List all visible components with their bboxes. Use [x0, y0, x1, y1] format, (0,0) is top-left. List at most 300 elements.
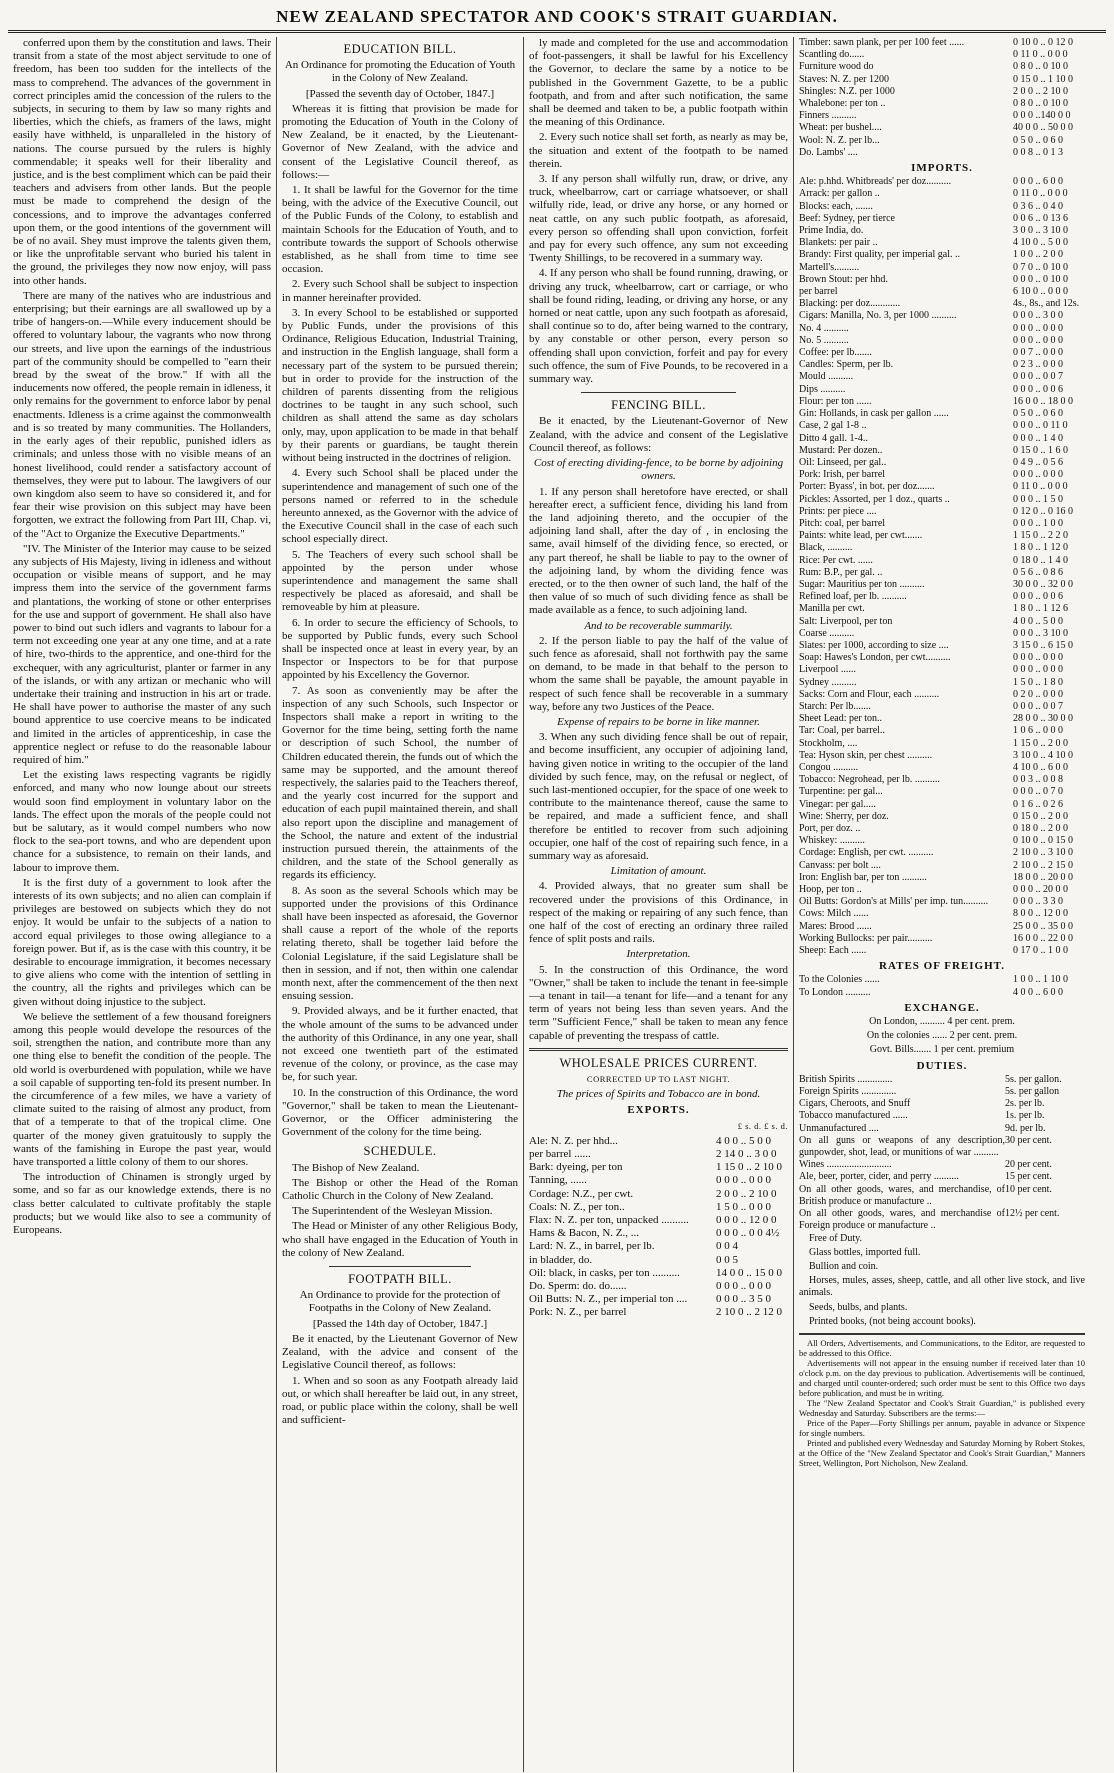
item-name: Congou .......... [799, 761, 859, 773]
article-paragraph: It is the first duty of a government to look after the interests of its own subjects; and no alien can complain if privileges are bestowed on subjects which they do not enjoy. It would be unfair to the subjects of a nation to accord equal privileges to those owing allegiance to a foreign power. But if, as is the case with this country, it be desirable to encourage immigration, it becomes necessary to give aliens who come with the intention of settling in the country, all the rights and privileges which can be given without doing injustice to the subject. [13, 876, 271, 1008]
item-name: Sydney .......... [799, 676, 857, 688]
item-price: 3 0 0 .. 3 10 0 [1013, 225, 1068, 237]
item-name: Sheep: Each ...... [799, 945, 867, 957]
item-price: 0 0 0 .. 0 0 6 [1013, 591, 1063, 603]
item-name: Whiskey: .......... [799, 835, 865, 847]
price-row [799, 494, 1085, 506]
item-name: Tanning, ...... [529, 1174, 587, 1187]
item-price: 0 1 6 .. 0 2 6 [1013, 798, 1063, 810]
price-row [799, 872, 1085, 884]
price-row [799, 567, 1085, 579]
item-price: 0 4 9 .. 0 5 6 [1013, 456, 1063, 468]
item-name: Mustard: Per dozen.. [799, 444, 883, 456]
item-name: No. 5 .......... [799, 334, 849, 346]
price-row [529, 1188, 788, 1201]
item-name: Turpentine: per gal... [799, 786, 883, 798]
item-price: 0 8 0 .. 0 10 0 [1013, 61, 1068, 73]
free-item: Bullion and coin. [809, 1260, 879, 1272]
price-row [799, 811, 1085, 823]
item-name: To the Colonies ...... [799, 974, 880, 986]
price-row [799, 908, 1085, 920]
footpath-body-part2 [529, 37, 788, 386]
footnote-paragraph: Printed and published every Wednesday and Saturday Morning by Robert Stokes, at the Office of the "New Zealand Spectator and Cook's Strait Guardian," Manners Street, Wellington, Port Nicholson, New Zealand. [799, 1437, 1085, 1468]
price-row [799, 396, 1085, 408]
price-row [799, 774, 1085, 786]
item-name: Coffee: per lb....... [799, 347, 872, 359]
item-price: 14 0 0 .. 15 0 0 [716, 1266, 782, 1279]
item-name: Cows: Milch ...... [799, 908, 869, 920]
imports-title: IMPORTS. [911, 162, 973, 175]
duty-row [799, 1208, 1085, 1232]
duty-row [799, 1135, 1085, 1159]
item-price: 0 0 0 .. 0 0 4½ [716, 1227, 780, 1240]
column-3 [523, 37, 793, 1772]
footpath-paragraph: 4. If any person who shall be found running, drawing, or driving any truck, wheelbarrow, cart or carriage, or who shall be found riding, leading, or driving any horse, or any horned or neat cattle, upon any such footpath as aforesaid, shall continue so to do, after being warned to the contrary, by any constable or other person, every person so offending shall upon conviction, forfeit and pay for every such offence, the sum of Five Pounds, to be recovered in a summary way. [529, 267, 788, 386]
item-name: Bark: dyeing, per ton [529, 1161, 623, 1174]
freight-row [799, 987, 1085, 999]
item-name: Lard: N. Z., in barrel, per lb. [529, 1240, 655, 1253]
prices-note: The prices of Spirits and Tobacco are in bond. [556, 1088, 761, 1101]
footpath-body-part1 [282, 1333, 518, 1427]
item-name: Manilla per cwt. [799, 603, 865, 615]
item-name: Foreign Spirits .............. [799, 1086, 897, 1098]
price-row [799, 323, 1085, 335]
price-row [799, 298, 1085, 310]
prices-corrected: CORRECTED UP TO LAST NIGHT. [586, 1074, 731, 1085]
item-name: Wine: Sherry, per doz. [799, 810, 889, 822]
article-paragraph: conferred upon them by the constitution and laws. Their transit from a state of the most abject servitude to one of freedom, has been too sudden for the intellects of the mass to comprehend. The advances of the government in correct principles amid the concession of the rulers to the subjects, in securing to them by law so many rights and liberties, which the chiefs, as framers of the laws, might easily have withheld, is unparalleled in the history of nations. The course pursued by the rulers is highly commendable; it speaks well for their liberality and justice, and is the best compliment which can be paid their teachers and advisers from other lands. But the people must be made to comprehend the design of the concessions, and to improve the advantages conferred upon them, or the good intentions of the government will be of no avail. Shey must improve the talents given them, or like the unprofitable servant who buried his talent in the ground, the privileges they now now enjoy, will pass into other hands. [13, 37, 271, 287]
free-of-duty-list [799, 1233, 1085, 1328]
item-price: 2 10 0 .. 2 12 0 [716, 1306, 782, 1319]
price-row [799, 457, 1085, 469]
item-price: 2 0 0 .. 2 10 0 [716, 1187, 777, 1200]
education-paragraph: 1. It shall be lawful for the Governor for the time being, with the advice of the Executive Council, out of the Public Funds of the Colony, to establish and maintain Schools for the Education of Youth, and to contribute towards the support of Schools otherwise established, as he shall from time to time see occasion. [282, 184, 518, 276]
price-row [799, 786, 1085, 798]
item-price: 0 2 0 .. 0 0 0 [1013, 688, 1063, 700]
price-row [799, 86, 1085, 98]
education-paragraph: 9. Provided always, and be it further enacted, that the whole amount of the sums to be advanced under the authority of this Ordinance, in any one year, shall not exceed one twentieth part of the estimated revenue of the colony, or province, as the case may be, for such year. [282, 1005, 518, 1084]
item-price: 0 2 3 .. 0 0 0 [1013, 359, 1063, 371]
item-name: Refined loaf, per lb. .......... [799, 591, 907, 603]
item-name: On all other goods, wares, and merchandise, of British produce or manufacture .. [799, 1183, 1005, 1207]
item-price: 0 0 0 .. 20 0 0 [1013, 884, 1068, 896]
item-name: Porter: Byass', in bot. per doz....... [799, 481, 935, 493]
item-price: 25 0 0 .. 35 0 0 [1013, 920, 1073, 932]
item-name: Flax: N. Z. per ton, unpacked .......... [529, 1214, 689, 1227]
item-name: Unmanufactured .... [799, 1122, 879, 1134]
item-name: Pork: Irish, per barrel [799, 469, 886, 481]
footnote-paragraph: Price of the Paper—Forty Shillings per annum, payable in advance or Sixpence for single numbers. [799, 1417, 1085, 1438]
education-paragraph: 3. In every School to be established or supported by Public Funds, under the provisions of this Ordinance, Religious Education, Industrial Training, and instruction in the English language, shall form a necessary part of the system to be pursued therein; but in order to provide for the instruction of the children of parents dissenting from the religious doctrines to be taught in any such school, such children as shall attend the same as day scholars only, may, upon application to be made in that behalf by their parents or guardians, be taught therein without being instructed in the doctrines of religion. [282, 306, 518, 465]
item-price: 0 11 0 .. 0 0 0 [1013, 49, 1068, 61]
item-name: per barrel ...... [529, 1148, 591, 1161]
footnote-paragraph: All Orders, Advertisements, and Communications, to the Editor, are requested to be addressed to this Office. [799, 1337, 1085, 1358]
columns [8, 37, 1106, 1772]
price-row [799, 603, 1085, 615]
prices-header: £ s. d. £ s. d. [737, 1120, 788, 1131]
fencing-para-5: 5. In the construction of this Ordinance, the word "Owner," shall be taken to include the tenant in fee-simple—a tenant in tail—a tenant for life—and a tenant for any term of years not being less than seven years. And the term "Sufficient Fence," shall be taken to mean any fence capable of preventing the trespass of cattle. [529, 963, 788, 1042]
item-name: Stockholm, .... [799, 737, 858, 749]
item-name: Tar: Coal, per barrel.. [799, 725, 885, 737]
item-name: Oil: Linseed, per gal.. [799, 456, 887, 468]
education-subtitle: An Ordinance for promoting the Education of Youth in the Colony of New Zealand. [284, 59, 516, 85]
item-name: Coarse .......... [799, 627, 855, 639]
item-name: Blankets: per pair .. [799, 237, 878, 249]
price-row [799, 860, 1085, 872]
item-price: 0 0 0 .. 12 0 0 [716, 1214, 777, 1227]
price-row [799, 579, 1085, 591]
item-name: Tobacco manufactured ...... [799, 1110, 908, 1122]
exchange-row: Govt. Bills....... 1 per cent. premium [869, 1044, 1015, 1056]
duty-row [799, 1184, 1085, 1208]
item-price: 0 3 6 .. 0 4 0 [1013, 200, 1063, 212]
divider [581, 392, 736, 393]
item-name: Tobacco: Negrohead, per lb. .......... [799, 774, 940, 786]
item-name: Working Bullocks: per pair.......... [799, 932, 933, 944]
item-price: 0 0 0 .. 0 0 0 [716, 1174, 771, 1187]
footpath-title: FOOTPATH BILL. [348, 1272, 452, 1287]
price-row [799, 738, 1085, 750]
fencing-sub-1: Cost of erecting dividing-fence, to be borne by adjoining owners. [533, 457, 784, 483]
item-name: Wool: N. Z. per lb... [799, 134, 880, 146]
item-name: Gin: Hollands, in cask per gallon ...... [799, 408, 949, 420]
price-row [799, 335, 1085, 347]
price-row [799, 188, 1085, 200]
price-row [529, 1214, 788, 1227]
item-price: 0 0 0 .. 0 0 7 [1013, 371, 1063, 383]
price-row [799, 835, 1085, 847]
item-price: 0 0 0 .. 3 0 0 [1013, 310, 1063, 322]
divider [529, 1048, 788, 1051]
price-row [799, 896, 1085, 908]
item-price: 0 15 0 .. 1 10 0 [1013, 73, 1073, 85]
exchange-title: EXCHANGE. [904, 1001, 980, 1014]
price-row [529, 1135, 788, 1148]
education-paragraph: 6. In order to secure the efficiency of Schools, to be supported by Public funds, every such School shall be inspected once at least in every year, by an Inspector or Inspectors to be for that purpose appointed by his Excellency the Governor. [282, 616, 518, 682]
fencing-intro [529, 415, 788, 455]
item-price: 5s. per gallon [1005, 1086, 1060, 1098]
fencing-para-2: 2. If the person liable to pay the half of the value of such fence as aforesaid, shall not forthwith pay the same on demand, to be made in that behalf to the person to whom the same shall be payable, the amount payable in respect of such fence shall be recoverable in a summary way, before any two Justices of the Peace. [529, 634, 788, 713]
price-row [799, 884, 1085, 896]
item-name: Mould .......... [799, 371, 854, 383]
item-price: 3 15 0 .. 6 15 0 [1013, 639, 1073, 651]
footnote-paragraph: Advertisements will not appear in the ensuing number if received later than 10 o'clock p.m. on the day previous to publication. Advertisements will be continued, and charged until counter-ordered; such order must be sent to this Office two days before publication, and must be in writing. [799, 1357, 1085, 1398]
price-row [799, 237, 1085, 249]
price-row [799, 147, 1085, 159]
duty-row [799, 1159, 1085, 1171]
fencing-para-1: 1. If any person shall heretofore have erected, or shall hereafter erect, a sufficient fence, dividing his land from the land adjoining thereto, and the occupier of the adjoining land shall, after the day of , in enclosing the same, avail himself of the dividing fence, so erected, or any part thereof, he shall be liable to pay to the owner of the adjoining land, by whom the dividing fence was erected, or to the then owner of such land, the half of the then value of so much of such dividing fence as shall be made available as a fence, to such adjoining land. [529, 485, 788, 617]
item-price: 4 0 0 .. 6 0 0 [1013, 986, 1063, 998]
item-name: Liverpool ...... [799, 664, 856, 676]
price-row [799, 98, 1085, 110]
item-name: Oil: black, in casks, per ton .......... [529, 1266, 680, 1279]
education-passed: [Passed the seventh day of October, 1847.] [305, 87, 495, 100]
item-name: Flour: per ton ...... [799, 395, 872, 407]
item-name: Blacking: per doz............ [799, 298, 901, 310]
item-name: Ale: p.hhd. Whitbreads' per doz.......... [799, 176, 952, 188]
item-name: Tea: Hyson skin, per chest .......... [799, 749, 933, 761]
item-name: Arrack: per gallon .. [799, 188, 880, 200]
price-row [799, 347, 1085, 359]
education-paragraph: 7. As soon as conveniently may be after the inspection of any such Schools, such Inspector or Inspectors shall make a report in writing to the Governor for the time being, setting forth the name or description of such School, the number of Children educated therein, the funds out of which the same may be supported, and the amount thereof respectively, the salaries paid to the Teachers thereof, and the yearly cost incurred for the support and education of each pupil maintained therein, and shall also report upon the discipline and management of the School, the nature and extent of the industrial instruction pursued therein, the attainments of the children, and the state of the School generally as regards its efficiency. [282, 684, 518, 882]
item-name: Brown Stout: per hhd. [799, 273, 888, 285]
item-price: 1s. per lb. [1005, 1110, 1045, 1122]
duty-row [799, 1098, 1085, 1110]
price-row [799, 725, 1085, 737]
item-name: Rum: B.P., per gal. .. [799, 566, 883, 578]
education-paragraph: Whereas it is fitting that provision be made for promoting the Education of Youth in the Colony of New Zealand, be it enacted, by the Lieutenant-Governor of New Zealand, with the advice and consent of the Legislative Council thereof, as follows:— [282, 102, 518, 181]
price-row [799, 176, 1085, 188]
item-price: 12½ per cent. [1005, 1208, 1060, 1220]
price-row [529, 1148, 788, 1161]
divider [329, 1266, 471, 1267]
item-price: 0 0 0 .. 0 0 0 [716, 1280, 771, 1293]
item-price: 0 10 0 .. 0 15 0 [1013, 835, 1073, 847]
item-name: Black, .......... [799, 542, 853, 554]
price-row [799, 823, 1085, 835]
item-name: Finners .......... [799, 110, 857, 122]
free-item: Glass bottles, imported full. [809, 1246, 921, 1258]
price-row [799, 433, 1085, 445]
footpath-paragraph: ly made and completed for the use and accommodation of foot-passengers, it shall be lawful for his Excellency the Governor, to declare the same by a notice to be published in the Government Gazette, to be a public footpath, and from and after such notification, the same shall be deemed and taken to be, a public footpath within the meaning of this Ordinance. [529, 37, 788, 129]
item-price: 4s., 8s., and 12s. [1013, 298, 1080, 310]
footpath-paragraph: Be it enacted, by the Lieutenant Governor of New Zealand, with the advice and consent of the Legislative Council thereof, as follows: [282, 1332, 518, 1372]
price-row [799, 74, 1085, 86]
duties-table [799, 1074, 1085, 1233]
price-row [529, 1280, 788, 1293]
item-price: 0 0 0 .. 6 0 0 [1013, 176, 1063, 188]
fencing-sub-3: Expense of repairs to be borne in like manner. [557, 715, 760, 728]
item-price: 0 10 0 .. 0 12 0 [1013, 37, 1073, 48]
item-price: 0 0 0 .. 3 3 0 [1013, 896, 1063, 908]
item-price: 0 0 0 .. 0 7 0 [1013, 786, 1063, 798]
item-name: Dips .......... [799, 383, 846, 395]
exports-title: EXPORTS. [627, 1104, 690, 1117]
item-price: 0 7 0 .. 0 10 0 [1013, 261, 1068, 273]
freight-row [799, 974, 1085, 986]
item-price: 0 0 0 .. 0 0 0 [1013, 664, 1063, 676]
masthead: NEW ZEALAND SPECTATOR AND COOK'S STRAIT GUARDIAN. [276, 7, 838, 26]
item-price: 0 0 0 .. 0 0 0 [1013, 322, 1063, 334]
price-row [529, 1254, 788, 1267]
price-row [799, 384, 1085, 396]
item-price: 0 8 0 .. 0 10 0 [1013, 98, 1068, 110]
item-name: Furniture wood do [799, 61, 874, 73]
item-price: 0 0 0 ..140 0 0 [1013, 110, 1071, 122]
exports-table-cont [799, 37, 1085, 159]
price-row [529, 1240, 788, 1253]
item-name: Whalebone: per ton .. [799, 98, 886, 110]
item-name: Do. Lambs' .... [799, 146, 858, 158]
price-row [799, 616, 1085, 628]
item-price: 2 10 0 .. 2 15 0 [1013, 859, 1073, 871]
item-price: 8 0 0 .. 12 0 0 [1013, 908, 1068, 920]
exchange-row: On the colonies ...... 2 per cent. prem. [866, 1030, 1018, 1042]
item-price: 0 0 8 .. 0 1 3 [1013, 146, 1063, 158]
item-price: 40 0 0 .. 50 0 0 [1013, 122, 1073, 134]
item-name: Vinegar: per gal..... [799, 798, 876, 810]
price-row [799, 591, 1085, 603]
item-price: 0 17 0 .. 1 0 0 [1013, 945, 1068, 957]
price-row [799, 555, 1085, 567]
price-row [799, 274, 1085, 286]
item-price: 30 per cent. [1005, 1134, 1052, 1146]
item-name: Ale, beer, porter, cider, and perry .......... [799, 1171, 959, 1183]
fencing-sub-2: And to be recoverable summarily. [584, 619, 733, 632]
item-name: Prints: per piece .... [799, 505, 877, 517]
item-name: Oil Butts: N. Z., per imperial ton .... [529, 1293, 688, 1306]
price-row [799, 201, 1085, 213]
price-row [529, 1293, 788, 1306]
item-price: 6 10 0 .. 0 0 0 [1013, 286, 1068, 298]
price-row [799, 249, 1085, 261]
item-name: Scantling do...... [799, 49, 865, 61]
education-body [282, 103, 518, 1140]
price-row [799, 518, 1085, 530]
item-price: 1 5 0 .. 0 0 0 [716, 1200, 771, 1213]
price-row [799, 945, 1085, 957]
item-name: To London .......... [799, 986, 871, 998]
education-paragraph: 5. The Teachers of every such school shall be appointed by the person under whose superintendence and management the same shall respectively be placed as aforesaid, and shall be removeable by him at pleasure. [282, 548, 518, 614]
item-name: Mares: Brood ...... [799, 920, 872, 932]
item-name: Port, per doz. .. [799, 823, 861, 834]
price-row [799, 420, 1085, 432]
item-price: 0 15 0 .. 2 0 0 [1013, 810, 1068, 822]
column-4 [793, 37, 1090, 1772]
price-row [799, 628, 1085, 640]
fencing-sub-5: Interpretation. [626, 948, 691, 961]
publisher-footnote [799, 1333, 1085, 1468]
price-row [799, 262, 1085, 274]
item-price: 0 0 4 [716, 1240, 738, 1253]
item-price: 1 5 0 .. 1 8 0 [1013, 676, 1063, 688]
duty-row [799, 1123, 1085, 1135]
article-paragraph: "IV. The Minister of the Interior may cause to be seized any subjects of His Majesty, living in idleness and without occupation or visible means of support, and he may impress them into the service of the government farms and plantations, the working of stone or other enterprises for the use and support of government. He shall also have power to bind out such idlers and vagrants to labour for a term not exceeding one year at any one time, and at a rate of hire, two-thirds to the apprentice, and one-third for the exchequer, with any agriculturist, planter or farmer in any of the islands, or with any artizan or mechanic who will undertake their training and instruction in his art or trade. He shall have power to authorise the master of any such bound apprentice to use coercive means to be indicated and limited in the articles of apprenticeship, in case the apprentice neglect or refuse to do the reasonable labour required of him." [13, 542, 271, 766]
item-name: Candles: Sperm, per lb. [799, 359, 894, 371]
price-row [799, 122, 1085, 134]
footpath-paragraph: 2. Every such notice shall set forth, as nearly as may be, the situation and extent of the footpath to be named therein. [529, 131, 788, 170]
price-row [799, 847, 1085, 859]
price-row [799, 652, 1085, 664]
duty-row [799, 1110, 1085, 1122]
item-price: 1 8 0 .. 1 12 0 [1013, 542, 1068, 554]
price-row [799, 445, 1085, 457]
item-name: per barrel [799, 286, 838, 298]
article-paragraph: The introduction of Chinamen is strongly urged by some, and so far as our knowledge extends, there is no class better calculated to cultivate profitably the staple products; but we would like also to see a community of Europeans. [13, 1171, 271, 1237]
item-name: Case, 2 gal 1-8 .. [799, 420, 867, 432]
price-row [799, 689, 1085, 701]
item-name: Timber: sawn plank, per per 100 feet ...... [799, 37, 965, 48]
item-price: 0 0 0 .. 3 5 0 [716, 1293, 771, 1306]
price-row [529, 1227, 788, 1240]
item-price: 2s. per lb. [1005, 1098, 1045, 1110]
fencing-intro-paragraph: Be it enacted, by the Lieutenant-Governor of New Zealand, with the advice and consent of the Legislative Council thereof, as follows: [529, 415, 788, 454]
exports-table [529, 1135, 788, 1320]
price-row [529, 1174, 788, 1187]
item-price: 18 0 0 .. 20 0 0 [1013, 871, 1073, 883]
item-price: 1 0 0 .. 1 10 0 [1013, 974, 1068, 986]
item-price: 0 0 6 .. 0 13 6 [1013, 212, 1068, 224]
free-item: Free of Duty. [809, 1232, 862, 1244]
item-name: Hams & Bacon, N. Z., ... [529, 1227, 639, 1240]
price-row [799, 701, 1085, 713]
item-price: 1 0 6 .. 0 0 0 [1013, 725, 1063, 737]
price-row [799, 921, 1085, 933]
item-price: 0 12 0 .. 0 16 0 [1013, 505, 1073, 517]
item-name: On all other goods, wares, and merchandise of Foreign produce or manufacture .. [799, 1208, 1005, 1232]
price-row [799, 408, 1085, 420]
item-price: 0 0 0 .. 1 0 0 [1013, 517, 1063, 529]
price-row [799, 481, 1085, 493]
footpath-subtitle: An Ordinance to provide for the protection of Footpaths in the Colony of New Zealand. [299, 1289, 501, 1315]
price-row [799, 286, 1085, 298]
item-name: Martell's.......... [799, 261, 860, 273]
item-name: Oil Butts: Gordon's at Mills' per imp. tun.......... [799, 896, 989, 908]
item-price: 4 10 0 .. 6 0 0 [1013, 761, 1068, 773]
item-price: 0 0 0 .. 1 4 0 [1013, 432, 1063, 444]
item-name: Soap: Hawes's London, per cwt.......... [799, 652, 951, 664]
item-name: Prime India, do. [799, 225, 864, 237]
fencing-sub-4: Limitation of amount. [610, 865, 707, 878]
item-name: Sacks: Corn and Flour, each .......... [799, 688, 940, 700]
article-paragraph: We believe the settlement of a few thousand foreigners among this people would develope the resources of the soil, strengthen the nation, and contribute more than any one thing else to benefit the condition of the people. The old world is overburdened with population, while we have a soil capable of supporting ten-fold its present number. In the circumference of a few miles, we have a variety of climate suited to the raising of almost any product, from that of a temperate to that of the tropical clime. One quarter of the money given gratuitously to supply the wants of the famishing in Europe the past year, would have transported a little colony of them to our shores. [13, 1010, 271, 1169]
item-price: 20 per cent. [1005, 1159, 1052, 1171]
item-name: Cordage: English, per cwt. .......... [799, 847, 934, 859]
item-price: 0 0 0 .. 0 0 7 [1013, 700, 1063, 712]
item-name: Starch: Per lb....... [799, 700, 871, 712]
footpath-passed: [Passed the 14th day of October, 1847.] [312, 1317, 488, 1330]
item-price: 0 0 0 .. 3 10 0 [1013, 627, 1068, 639]
item-price: 1 0 0 .. 2 0 0 [1013, 249, 1063, 261]
item-price: 0 5 0 .. 0 6 0 [1013, 408, 1063, 420]
price-row [799, 61, 1085, 73]
price-row [799, 310, 1085, 322]
item-price: 1 15 0 .. 2 2 0 [1013, 530, 1068, 542]
free-item: Printed books, (not being account books). [809, 1315, 976, 1327]
item-price: 10 per cent. [1005, 1183, 1052, 1195]
item-name: Ale: N. Z. per hhd... [529, 1134, 618, 1147]
price-row [529, 1267, 788, 1280]
column-1 [8, 37, 276, 1772]
item-price: 5s. per gallon. [1005, 1073, 1062, 1085]
imports-table [799, 176, 1085, 957]
item-price: 9d. per lb. [1005, 1122, 1046, 1134]
schedule-item: The Bishop of New Zealand. [292, 1161, 420, 1174]
prices-title: WHOLESALE PRICES CURRENT. [559, 1055, 758, 1070]
item-price: 0 5 0 .. 0 6 0 [1013, 134, 1063, 146]
item-price: 0 0 0 .. 0 0 0 [1013, 652, 1063, 664]
article-paragraph: Let the existing laws respecting vagrants be rigidly enforced, and many who now lounge about our streets would soon find employment in voluntary labor on the lands. The effect upon the morals of the people could not but be salutary, as it would compel numbers who now flock to the sea-port towns, and who are dependent upon chance for a subsistence, to remain on their lands, and labour to improve them. [13, 769, 271, 874]
price-row [799, 110, 1085, 122]
item-name: Sugar: Mauritius per ton .......... [799, 578, 925, 590]
item-price: 1 15 0 .. 2 0 0 [1013, 737, 1068, 749]
price-row [799, 933, 1085, 945]
fencing-title: FENCING BILL. [611, 398, 706, 413]
article-paragraph: There are many of the natives who are industrious and enterprising; but their earnings are all swallowed up by a tribe of hangers-on.—While every inducement should be offered to voluntary labour, the vagrants who now throng our streets, and live upon the earnings of the industrious part of the community should be compelled to "earn their bread by the sweat of the brow." If with all the inducements now offered, the people remain in idleness, it only remains for the government to enforce labor by penal enactments. Idleness is a crime against the commonwealth and is so treated by many communities. The Hollanders, in the early ages of their republic, punished idlers as criminals; and unless those with no visible means of an honest livelihood, could render a satisfactory account of themselves, they were put to labour. The lawgivers of our own kingdom also seem to have so considered it, and for fear their wise provision on this subject may have been forgotten, we extract the following from Part III, Chap. vi, of the "Act to Organize the Executive Departments." [13, 289, 271, 540]
editorial-article [13, 37, 271, 1237]
item-name: Rice: Per cwt. ...... [799, 554, 873, 566]
duty-row [799, 1074, 1085, 1086]
item-price: 30 0 0 .. 32 0 0 [1013, 578, 1073, 590]
price-row [799, 677, 1085, 689]
item-price: 16 0 0 .. 18 0 0 [1013, 395, 1073, 407]
item-name: Canvass: per bolt .... [799, 859, 881, 871]
price-row [799, 750, 1085, 762]
item-price: 0 0 5 [716, 1253, 738, 1266]
item-price: 28 0 0 .. 30 0 0 [1013, 713, 1073, 725]
price-row [799, 371, 1085, 383]
price-row [799, 506, 1085, 518]
